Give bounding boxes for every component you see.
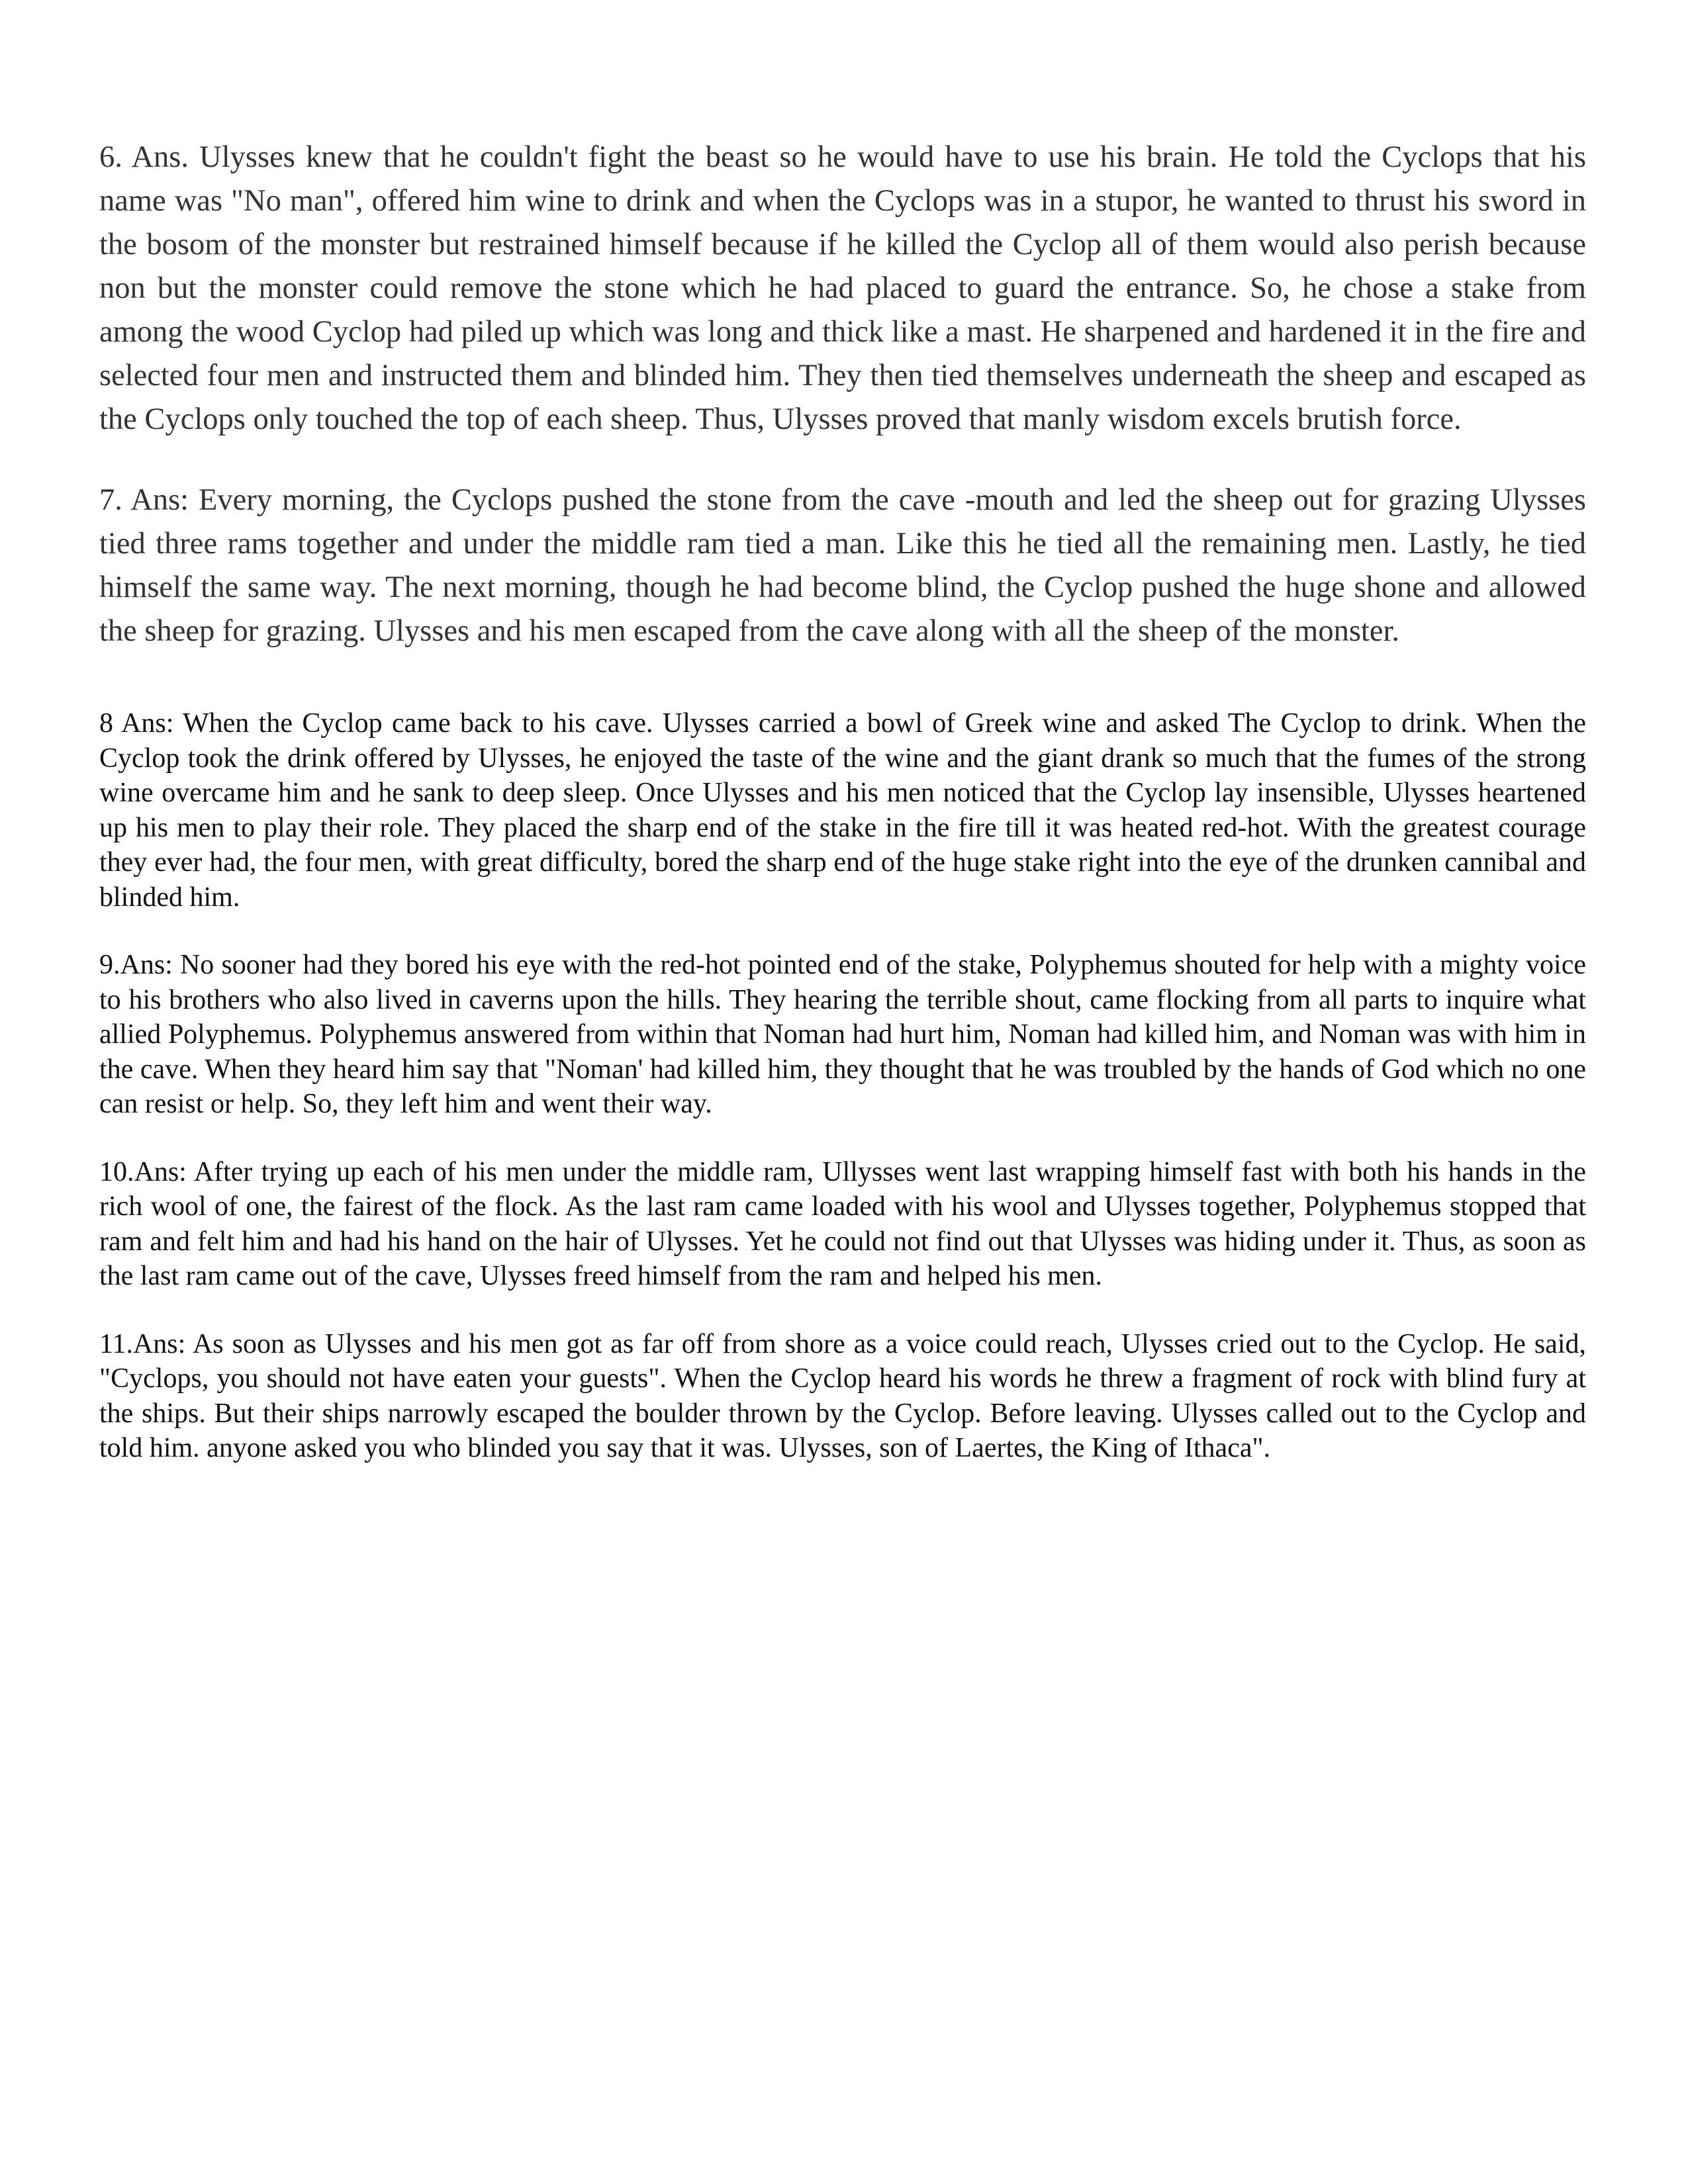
answer-9-paragraph: 9.Ans: No sooner had they bored his eye with the red-hot pointed end of the stake, Polyphemus shouted for help with a mighty voice to his brothers who also lived in caverns upon the hills. They hearing the terrible shout, came flocking from all parts to inquire what allied Polyphemus. Polyphemus answered from within that Noman had hurt him, Noman had killed him, and Noman was with him in the cave. When they heard him say that "Noman' had killed him, they thought that he was troubled by the hands of God which no one can resist or help. So, they left him and went their way. bbox=[99, 950, 1586, 1119]
answer-7-paragraph: 7. Ans: Every morning, the Cyclops pushed the stone from the cave -mouth and led the sheep out for grazing Ulysses tied three rams together and under the middle ram tied a man. Like this he tied all the remaining men. Lastly, he tied himself the same way. The next morning, though he had become blind, the Cyclop pushed the huge shone and allowed the sheep for grazing. Ulysses and his men escaped from the cave along with all the sheep of the monster. bbox=[99, 483, 1586, 648]
document-page bbox=[99, 136, 1586, 1466]
answer-8-paragraph: 8 Ans: When the Cyclop came back to his cave. Ulysses carried a bowl of Greek wine and asked The Cyclop to drink. When the Cyclop took the drink offered by Ulysses, he enjoyed the taste of the wine and the giant drank so much that the fumes of the strong wine overcame him and he sank to deep sleep. Once Ulysses and his men noticed that the Cyclop lay insensible, Ulysses heartened up his men to play their role. They placed the sharp end of the stake in the fire till it was heated red-hot. With the greatest courage they ever had, the four men, with great difficulty, bored the sharp end of the huge stake right into the eye of the drunken cannibal and blinded him. bbox=[99, 708, 1586, 913]
answer-11-paragraph: 11.Ans: As soon as Ulysses and his men got as far off from shore as a voice could reach, Ulysses cried out to the Cyclop. He said, "Cyclops, you should not have eaten your guests". When the Cyclop heard his words he threw a fragment of rock with blind fury at the ships. But their ships narrowly escaped the boulder thrown by the Cyclop. Before leaving. Ulysses called out to the Cyclop and told him. anyone asked you who blinded you say that it was. Ulysses, son of Laertes, the King of Ithaca". bbox=[99, 1328, 1586, 1463]
answer-10-paragraph: 10.Ans: After trying up each of his men under the middle ram, Ullysses went last wrapping himself fast with both his hands in the rich wool of one, the fairest of the flock. As the last ram came loaded with his wool and Ulysses together, Polyphemus stopped that ram and felt him and had his hand on the hair of Ulysses. Yet he could not find out that Ulysses was hiding under it. Thus, as soon as the last ram came out of the cave, Ulysses freed himself from the ram and helped his men. bbox=[99, 1156, 1586, 1291]
answer-6-paragraph: 6. Ans. Ulysses knew that he couldn't fight the beast so he would have to use his brain. He told the Cyclops that his name was "No man", offered him wine to drink and when the Cyclops was in a stupor, he wanted to thrust his sword in the bosom of the monster but restrained himself because if he killed the Cyclop all of them would also perish because non but the monster could remove the stone which he had placed to guard the entrance. So, he chose a stake from among the wood Cyclop had piled up which was long and thick like a mast. He sharpened and hardened it in the fire and selected four men and instructed them and blinded him. They then tied themselves underneath the sheep and escaped as the Cyclops only touched the top of each sheep. Thus, Ulysses proved that manly wisdom excels brutish force. bbox=[99, 140, 1586, 436]
